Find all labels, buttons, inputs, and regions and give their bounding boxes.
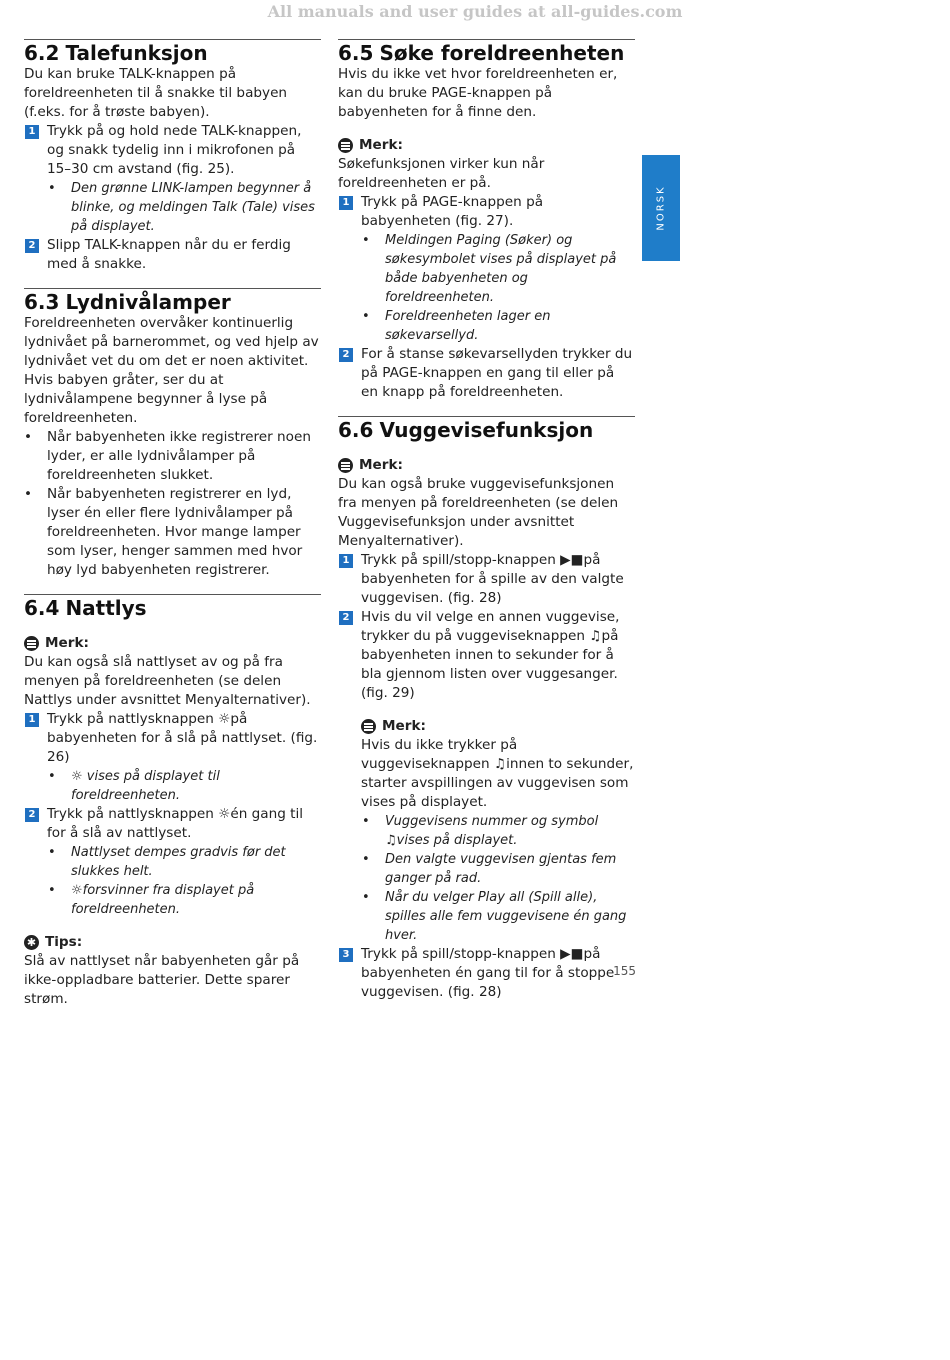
note-icon: [338, 138, 353, 153]
note-text: Du kan også bruke vuggevisefunksjonen fra menyen på foreldreenheten (se delen Vuggevisefunksjon under avsnittet Menyalternativer).: [338, 476, 619, 549]
note-heading: Merk:: [24, 634, 321, 653]
paragraph: Foreldreenheten overvåker kontinuerlig lydnivået på barnerommet, og ved hjelp av lydnivået vet du om det er noen aktivitet. Hvis babyen gråter, ser du at lydnivålampene begynner å lyse på foreldreenheten.: [24, 315, 319, 426]
step-number-badge: 2: [25, 808, 39, 822]
sub-bullet: • Den valgte vuggevisen gjentas fem ganger på rad.: [338, 850, 635, 888]
step-number-badge: 1: [25, 125, 39, 139]
watermark: All manuals and user guides at all-guides.com: [267, 2, 683, 21]
paragraph: Hvis du ikke vet hvor foreldreenheten er, kan du bruke PAGE-knappen på babyenheten for å finne den.: [338, 66, 618, 120]
sub-bullet: • Vuggevisens nummer og symbol ♫vises på displayet.: [338, 812, 635, 850]
note-icon: [338, 458, 353, 473]
right-column: [338, 39, 635, 1016]
step-2: 2 For å stanse søkevarsellyden trykker du på PAGE-knappen en gang til eller på en knapp på foreldreenheten.: [338, 345, 635, 402]
tip-icon: ✱: [24, 935, 39, 950]
section-heading: 6.4 Nattlys: [24, 596, 147, 620]
section-heading: 6.2 Talefunksjon: [24, 41, 208, 65]
step-number-badge: 1: [339, 554, 353, 568]
note-text: Søkefunksjonen virker kun når foreldreenheten er på.: [338, 156, 545, 191]
section-heading: 6.5 Søke foreldreenheten: [338, 41, 625, 65]
language-tab: NORSK: [642, 155, 680, 261]
section-heading: 6.3 Lydnivålamper: [24, 290, 231, 314]
sub-bullet: • ☼forsvinner fra displayet på foreldreenheten.: [24, 881, 321, 919]
sub-bullet: • Når du velger Play all (Spill alle), spilles alle fem vuggevisene én gang hver.: [338, 888, 635, 945]
bullet-item: • Når babyenheten ikke registrerer noen lyder, er alle lydnivålamper på foreldreenheten slukket.: [24, 428, 321, 485]
step-2: 2 Slipp TALK-knappen når du er ferdig med å snakke.: [24, 236, 321, 274]
section-6-2: [24, 39, 321, 274]
section-6-3: [24, 288, 321, 580]
step-number-badge: 2: [339, 348, 353, 362]
left-column: [24, 39, 321, 1023]
step-number-badge: 3: [339, 948, 353, 962]
note-icon: [24, 636, 39, 651]
note-heading: Merk:: [338, 456, 635, 475]
step-2: 2 Trykk på nattlysknappen ☼én gang til for å slå av nattlyset.: [24, 805, 321, 843]
sub-bullet: • Nattlyset dempes gradvis før det slukkes helt.: [24, 843, 321, 881]
sub-bullet: • Meldingen Paging (Søker) og søkesymbolet vises på displayet på både babyenheten og foreldreenheten.: [338, 231, 635, 307]
bullet-item: • Når babyenheten registrerer en lyd, lyser én eller flere lydnivålamper på foreldreenheten. Hvor mange lamper som lyser, henger sammen med hvor høy lyd babyenheten registrerer.: [24, 485, 321, 580]
step-number-badge: 1: [25, 713, 39, 727]
sub-bullet: • Foreldreenheten lager en søkevarsellyd.: [338, 307, 635, 345]
note-text: Hvis du ikke trykker på vuggeviseknappen ♫innen to sekunder, starter avspillingen av vuggevisen som vises på displayet.: [361, 737, 634, 810]
paragraph: Du kan bruke TALK-knappen på foreldreenheten til å snakke til babyen (f.eks. for å trøste babyen).: [24, 66, 288, 120]
step-number-badge: 2: [339, 611, 353, 625]
section-heading: 6.6 Vuggevisefunksjon: [338, 418, 594, 442]
sub-bullet: • ☼ vises på displayet til foreldreenheten.: [24, 767, 321, 805]
note-heading: Merk:: [338, 717, 635, 736]
step-1: 1 Trykk på nattlysknappen ☼på babyenheten for å slå på nattlyset. (fig. 26): [24, 710, 321, 767]
step-1: 1 Trykk på og hold nede TALK-knappen, og snakk tydelig inn i mikrofonen på 15–30 cm avstand (fig. 25).: [24, 122, 321, 179]
step-3: 3 Trykk på spill/stopp-knappen ▶■på babyenheten én gang til for å stoppe vuggevisen. (fig. 28): [338, 945, 635, 1002]
section-6-5: [338, 39, 635, 402]
section-6-4: [24, 594, 321, 1009]
step-1: 1 Trykk på PAGE-knappen på babyenheten (fig. 27).: [338, 193, 635, 231]
sub-bullet: • Den grønne LINK-lampen begynner å blinke, og meldingen Talk (Tale) vises på displayet.: [24, 179, 321, 236]
tips-heading: ✱ Tips:: [24, 933, 321, 952]
note-heading: Merk:: [338, 136, 635, 155]
section-6-6: [338, 416, 635, 1002]
note-text: Du kan også slå nattlyset av og på fra menyen på foreldreenheten (se delen Nattlys under avsnittet Menyalternativer).: [24, 654, 311, 708]
tip-text: Slå av nattlyset når babyenheten går på ikke-oppladbare batterier. Dette sparer strøm.: [24, 953, 300, 1007]
page-number: 155: [613, 964, 636, 978]
step-number-badge: 1: [339, 196, 353, 210]
step-number-badge: 2: [25, 239, 39, 253]
step-1: 1 Trykk på spill/stopp-knappen ▶■på babyenheten for å spille av den valgte vuggevisen. (fig. 28): [338, 551, 635, 608]
step-2: 2 Hvis du vil velge en annen vuggevise, trykker du på vuggeviseknappen ♫på babyenheten innen to sekunder for å bla gjennom listen over vuggesanger. (fig. 29): [338, 608, 635, 703]
note-icon: [361, 719, 376, 734]
